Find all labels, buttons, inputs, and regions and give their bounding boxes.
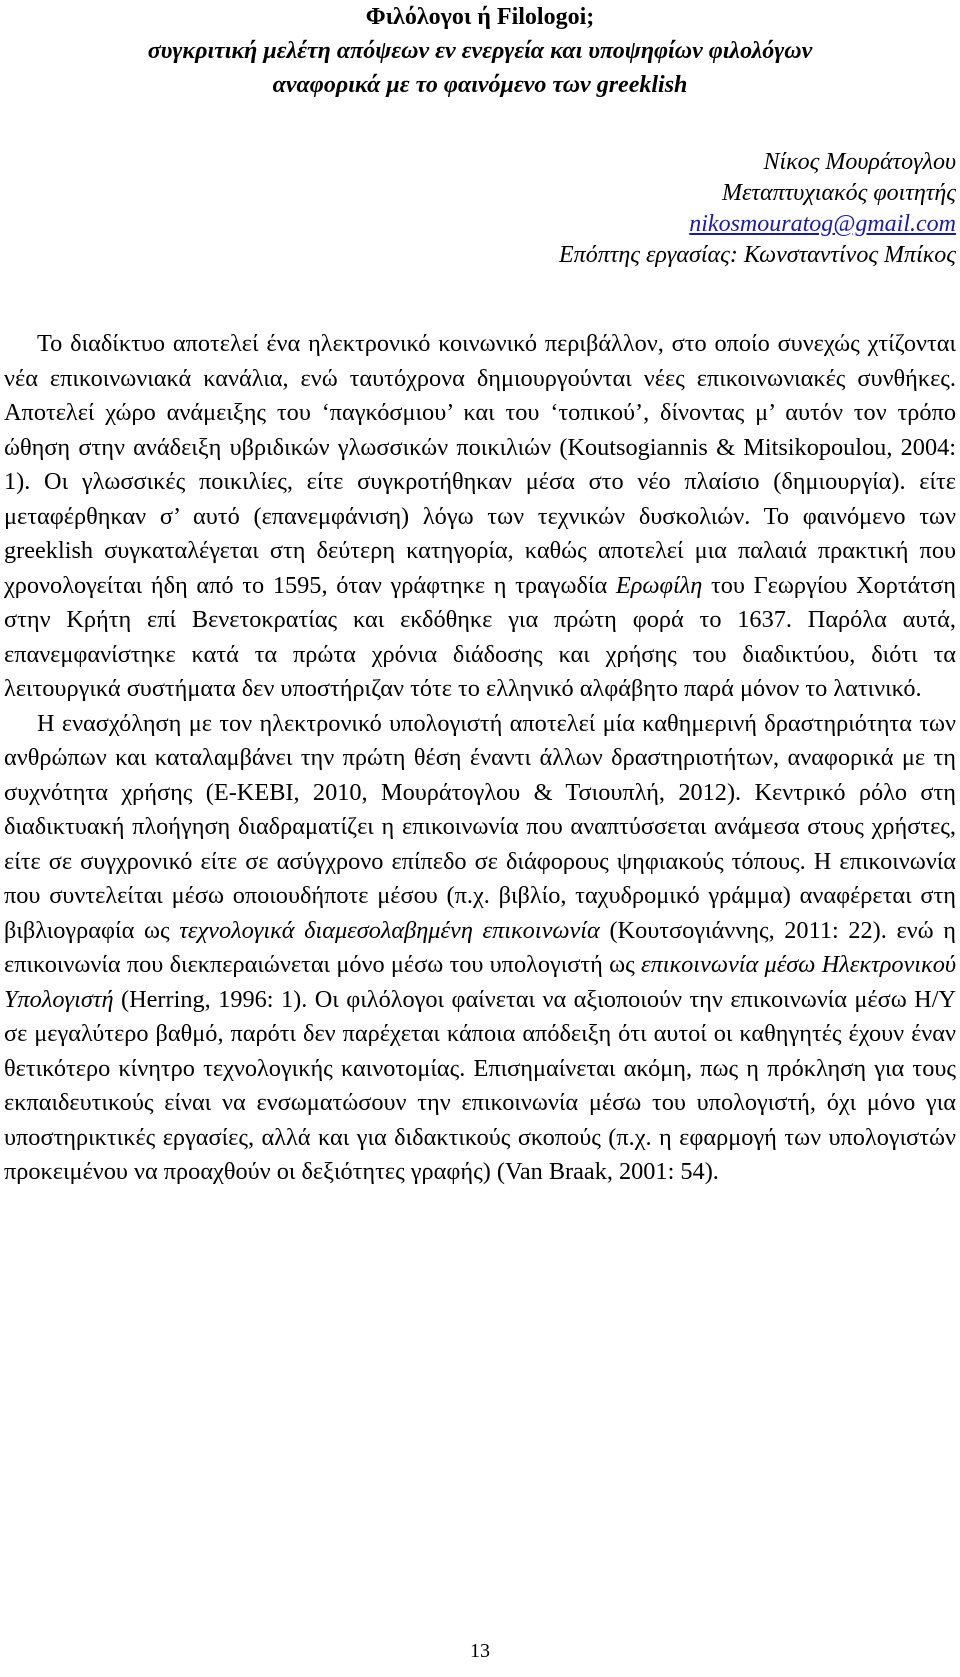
author-block	[559, 147, 956, 271]
paragraph-2-text-a: Η ενασχόληση με τον ηλεκτρονικό υπολογιστή αποτελεί μία καθημερινή δραστηριότητα των ανθρώπων και καταλαμβάνει την πρώτη θέση έναντι άλλων δραστηριοτήτων, αναφορικά με τη συχνότητα χρήσης (Ε-ΚΕΒΙ, 2010, Μουράτογλου & Τσιουπλή, 2012). Κεντρικό ρόλο στη διαδικτυακή πλοήγηση διαδραματίζει η επικοινωνία που αναπτύσσεται ανάμεσα στους χρήστες, είτε σε συγχρονικό είτε σε ασύγχρονο επίπεδο σε διάφορους ψηφιακούς τόπους. Η επικοινωνία που συντελείται μέσω οποιουδήποτε μέσου (π.χ. βιβλίο, ταχυδρομικό γράμμα) αναφέρεται στη βιβλιογραφία ως	[4, 709, 956, 944]
paragraph-2-text-c: (Herring, 1996: 1). Οι φιλόλογοι φαίνεται να αξιοποιούν την επικοινωνία μέσω Η/Υ σε μεγαλύτερο βαθμό, παρότι δεν παρέχεται κάποια απόδειξη ότι αυτοί οι καθηγητές έχουν έναν θετικότερο κίνητρο τεχνολογικής καινοτομίας. Επισημαίνεται ακόμη, πως η πρόκληση για τους εκπαιδευτικούς είναι να ενσωματώσουν την επικοινωνία μέσω του υπολογιστή, όχι μόνο για υποστηρικτικές εργασίες, αλλά και για διδακτικούς σκοπούς (π.χ. η εφαρμογή των υπολογιστών προκειμένου να προαχθούν οι δεξιότητες γραφής) (Van Braak, 2001: 54).	[4, 985, 956, 1185]
paragraph-2	[4, 707, 956, 1190]
paragraph-1-text-a: Το διαδίκτυο αποτελεί ένα ηλεκτρονικό κοινωνικό περιβάλλον, στο οποίο συνεχώς χτίζονται νέα επικοινωνιακά κανάλια, ενώ ταυτόχρονα δημιουργούνται νέες επικοινωνιακές συνθήκες. Αποτελεί χώρο ανάμειξης του ‘παγκόσμιου’ και του ‘τοπικού’, δίνοντας μ’ αυτόν τον τρόπο ώθηση στην ανάδειξη υβριδικών γλωσσικών ποικιλιών (Koutsogiannis & Mitsikopoulou, 2004: 1). Οι γλωσσικές ποικιλίες, είτε συγκροτήθηκαν μέσα στο νέο πλαίσιο (δημιουργία). είτε μεταφέρθηκαν σ’ αυτό (επανεμφάνιση) λόγω των τεχνικών δυσκολιών. Το φαινόμενο των greeklish συγκαταλέγεται στη δεύτερη κατηγορία, καθώς αποτελεί μια παλαιά πρακτική που χρονολογείται ήδη από το 1595, όταν γράφτηκε η τραγωδία	[4, 330, 956, 599]
paragraph-2-italic-term-1: τεχνολογικά διαμεσολαβημένη επικοινωνία	[179, 916, 600, 944]
body-text	[4, 327, 956, 1190]
page-number: 13	[470, 1640, 490, 1662]
supervisor-line: Επόπτης εργασίας: Κωνσταντίνος Μπίκος	[559, 242, 956, 268]
title-line-3: αναφορικά με το φαινόμενο των greeklish	[272, 72, 688, 98]
author-email-link[interactable]: nikosmouratog@gmail.com	[689, 211, 956, 237]
paragraph-2-italic-term-2: επικοινωνία μέσω Ηλεκτρονικού Υπολογιστή	[4, 951, 957, 1013]
document-title	[0, 0, 960, 102]
author-name: Νίκος Μουράτογλου	[763, 149, 956, 175]
paragraph-1-text-b: του Γεωργίου Χορτάτση στην Κρήτη επί Βενετοκρατίας και εκδόθηκε για πρώτη φορά το 1637. Παρόλα αυτά, επανεμφανίστηκε κατά τα πρώτα χρόνια διάδοσης και χρήσης του διαδικτύου, διότι τα λειτουργικά συστήματα δεν υποστήριζαν τότε το ελληνικό αλφάβητο παρά μόνον το λατινικό.	[4, 571, 956, 702]
title-line-1: Φιλόλογοι ή Filologoi;	[365, 4, 595, 30]
paragraph-1-italic-title: Ερωφίλη	[615, 571, 703, 599]
paragraph-1	[4, 327, 956, 707]
title-line-2: συγκριτική μελέτη απόψεων εν ενεργεία και υποψηφίων φιλολόγων	[147, 38, 813, 64]
paragraph-2-text-b: (Κουτσογιάννης, 2011: 22). ενώ η επικοινωνία που διεκπεραιώνεται μόνο μέσω του υπολογιστή ως	[4, 916, 956, 978]
author-role: Μεταπτυχιακός φοιτητής	[721, 180, 956, 206]
